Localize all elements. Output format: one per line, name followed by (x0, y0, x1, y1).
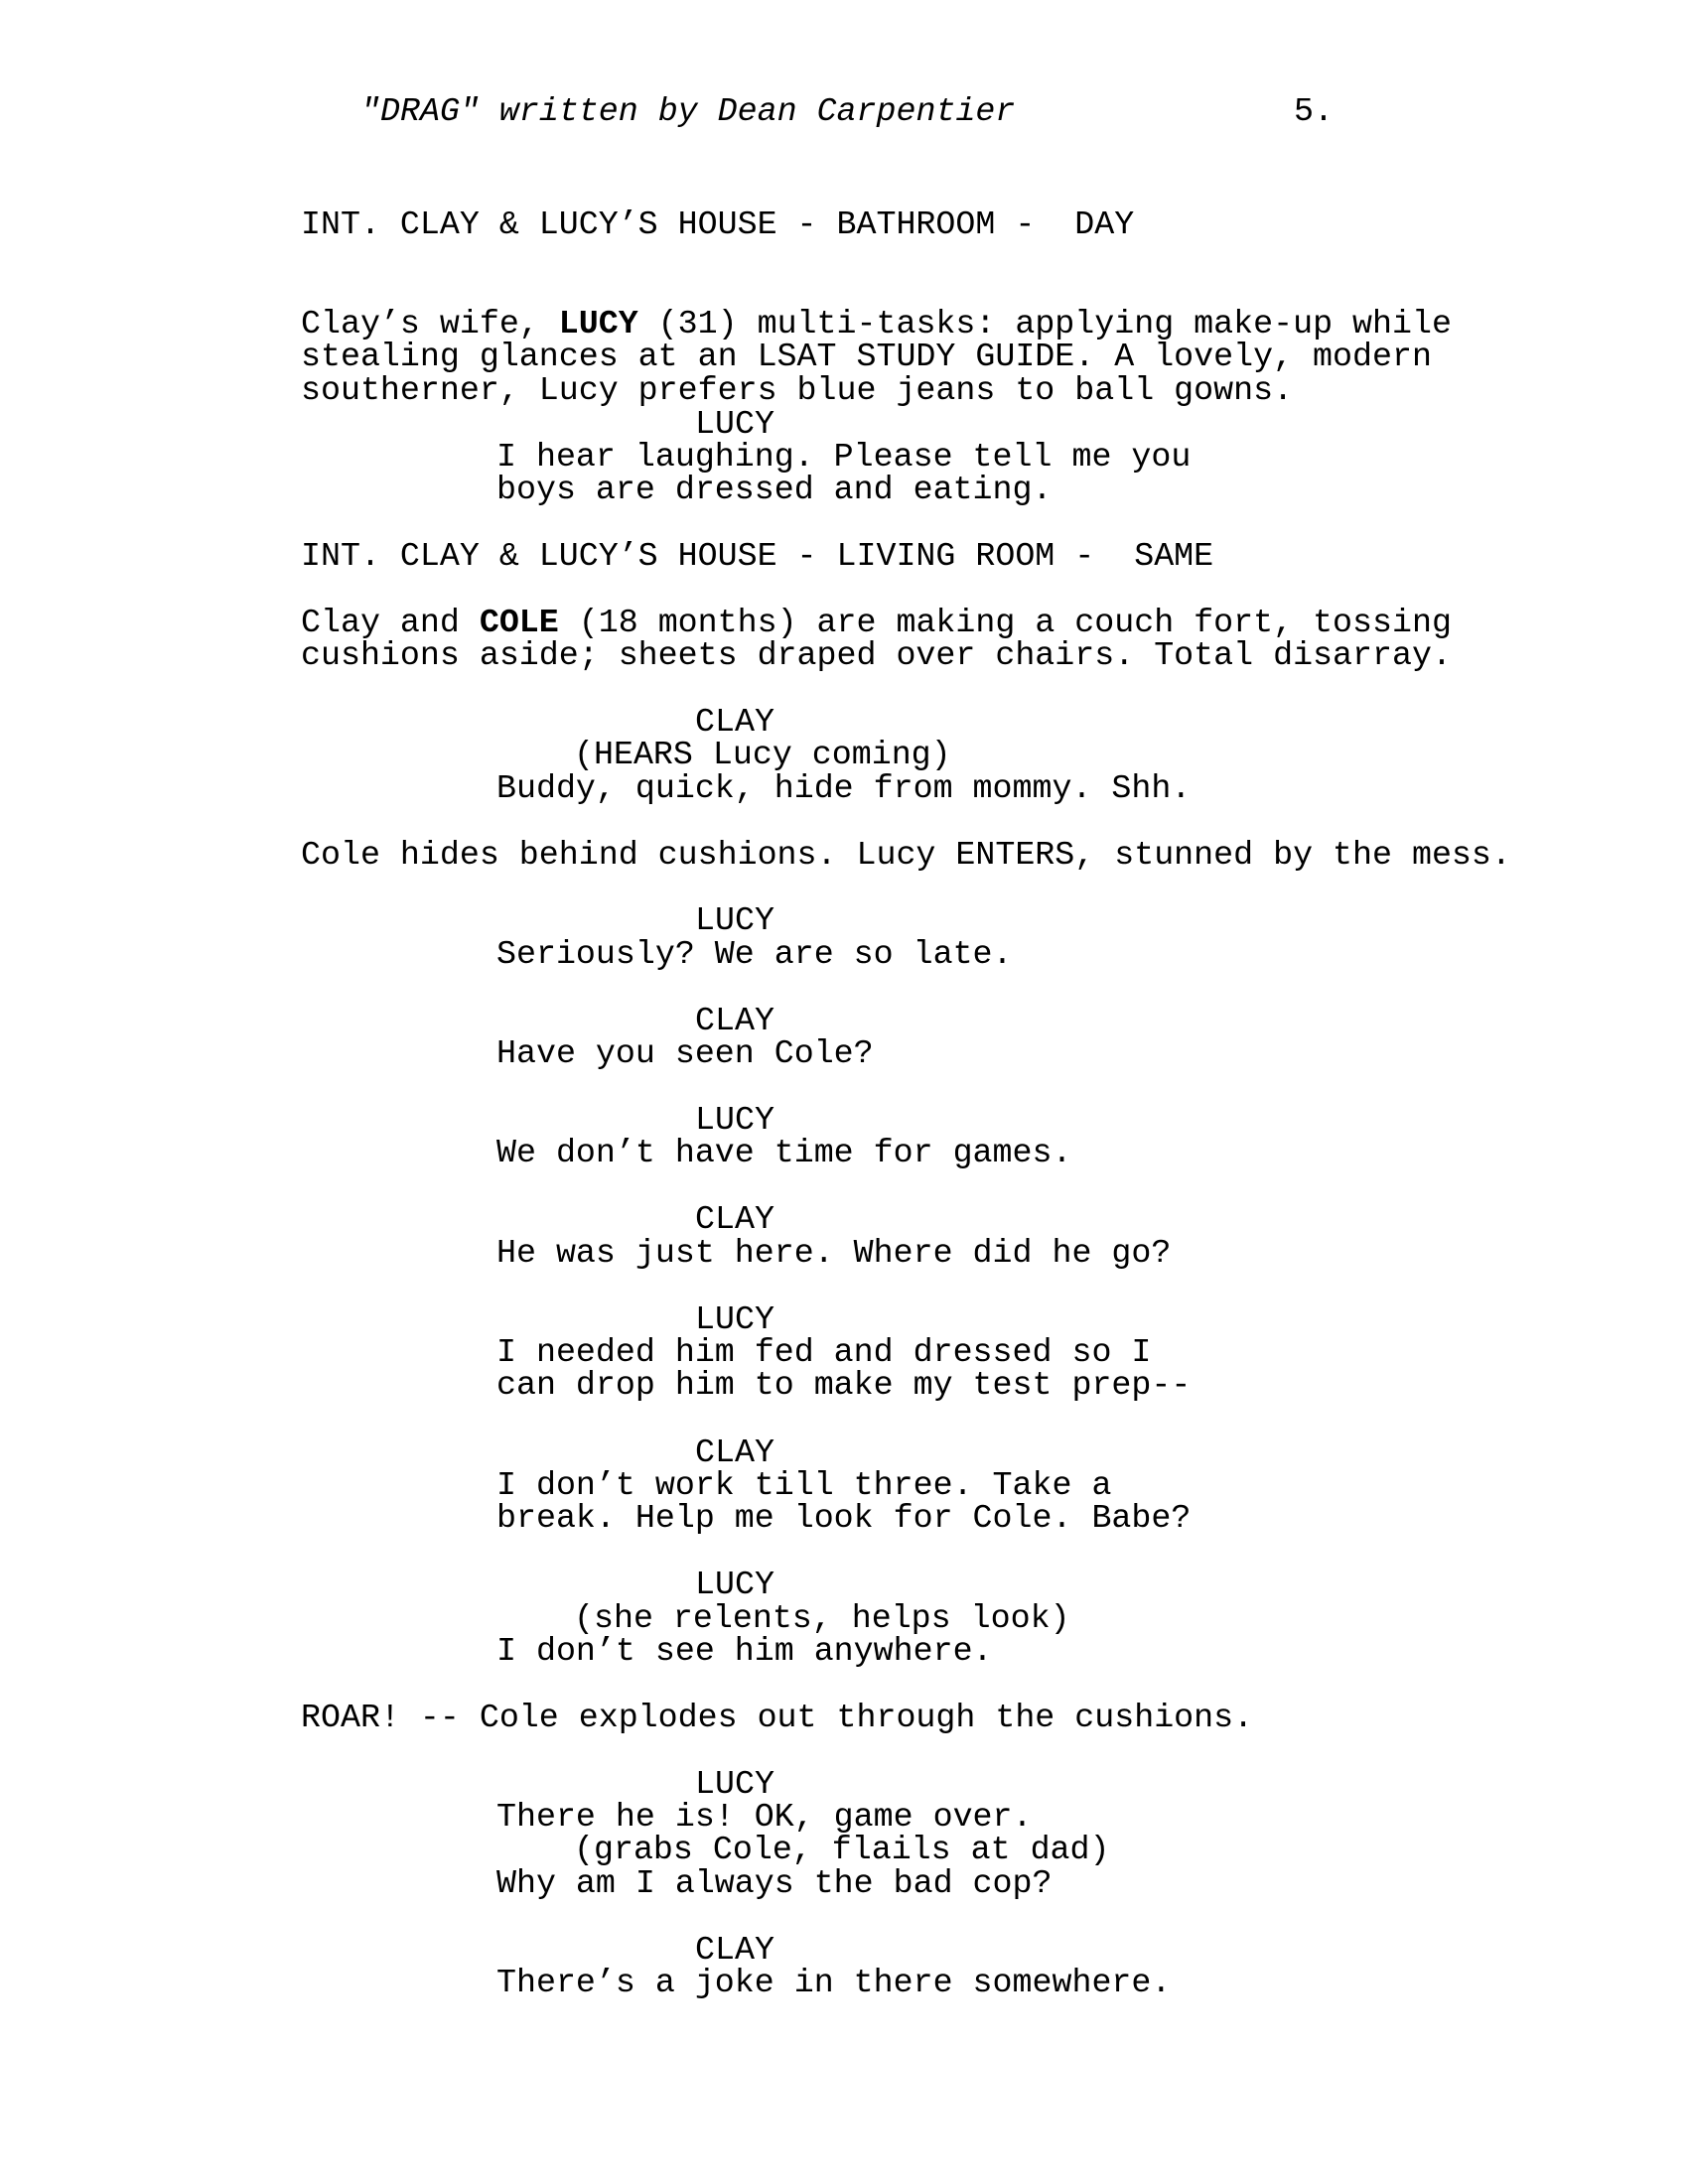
script-line: Why am I always the bad cop? (496, 1864, 1053, 1902)
script-line: INT. CLAY & LUCY’S HOUSE - BATHROOM - DAY (301, 205, 1135, 243)
dialogue (496, 1333, 1192, 1405)
dialogue (496, 438, 1192, 509)
script-line: Cole hides behind cushions. Lucy ENTERS, stunned by the mess. (301, 836, 1511, 874)
script-line: ROAR! -- Cole explodes out through the cushions. (301, 1699, 1254, 1736)
script-line: INT. CLAY & LUCY’S HOUSE - LIVING ROOM - SAME (301, 537, 1214, 575)
dialogue (496, 1864, 1053, 1902)
script-line: (HEARS Lucy coming) (574, 736, 951, 773)
script-line: cushions aside; sheets draped over chairs. Total disarray. (301, 636, 1452, 675)
character (695, 405, 774, 443)
script-header-title: "DRAG" written by Dean Carpentier (360, 92, 1016, 130)
page-number: 5. (1294, 92, 1334, 130)
script-line: (grabs Cole, flails at dad) (574, 1831, 1110, 1868)
dialogue (496, 1964, 1172, 2001)
script-line: stealing glances at an LSAT STUDY GUIDE. A lovely, modern (301, 338, 1432, 376)
parenthetical (574, 1599, 1070, 1637)
script-line: I don’t see him anywhere. (496, 1632, 993, 1670)
script-line: Clay’s wife, LUCY (31) multi-tasks: applying make-up while (301, 305, 1452, 342)
script-line: (she relents, helps look) (574, 1599, 1070, 1637)
action (301, 836, 1511, 874)
script-line: LUCY (695, 405, 774, 443)
parenthetical (574, 1831, 1110, 1868)
character (695, 1200, 774, 1238)
character (695, 1002, 774, 1039)
script-line: CLAY (695, 1931, 774, 1969)
scene-heading (301, 537, 1214, 575)
dialogue (496, 1798, 1033, 1836)
dialogue (496, 1632, 993, 1670)
script-line: Have you seen Cole? (496, 1034, 874, 1072)
script-line: LUCY (695, 1566, 774, 1603)
script-line: boys are dressed and eating. (496, 471, 1053, 509)
script-line: He was just here. Where did he go? (496, 1234, 1172, 1272)
action (301, 604, 1452, 675)
character (695, 1300, 774, 1338)
action (301, 305, 1452, 409)
script-line: break. Help me look for Cole. Babe? (496, 1499, 1192, 1538)
script-line: CLAY (695, 1002, 774, 1039)
parenthetical (574, 736, 951, 773)
character (695, 1931, 774, 1969)
script-line: southerner, Lucy prefers blue jeans to ball gowns. (301, 370, 1294, 409)
script-line: I don’t work till three. Take a (496, 1466, 1112, 1504)
character (695, 1566, 774, 1603)
scene-heading (301, 205, 1135, 243)
script-line: I hear laughing. Please tell me you (496, 438, 1192, 476)
dialogue (496, 1034, 874, 1072)
script-line: can drop him to make my test prep-- (496, 1366, 1192, 1405)
character (695, 1101, 774, 1139)
script-line: I needed him fed and dressed so I (496, 1333, 1152, 1371)
dialogue (496, 1134, 1072, 1171)
dialogue (496, 769, 1192, 807)
script-line: CLAY (695, 703, 774, 741)
script-line: LUCY (695, 1765, 774, 1803)
dialogue (496, 1466, 1192, 1538)
script-line: LUCY (695, 1101, 774, 1139)
script-line: We don’t have time for games. (496, 1134, 1072, 1171)
character (695, 703, 774, 741)
script-line: CLAY (695, 1433, 774, 1471)
script-line: LUCY (695, 901, 774, 939)
action (301, 1699, 1254, 1736)
script-line: Clay and COLE (18 months) are making a couch fort, tossing (301, 604, 1452, 641)
script-line: LUCY (695, 1300, 774, 1338)
script-line: Buddy, quick, hide from mommy. Shh. (496, 769, 1192, 807)
script-line: There he is! OK, game over. (496, 1798, 1033, 1836)
character (695, 901, 774, 939)
script-line: Seriously? We are so late. (496, 935, 1013, 973)
character (695, 1765, 774, 1803)
script-line: CLAY (695, 1200, 774, 1238)
script-line: There’s a joke in there somewhere. (496, 1964, 1172, 2001)
dialogue (496, 935, 1013, 973)
dialogue (496, 1234, 1172, 1272)
character (695, 1433, 774, 1471)
